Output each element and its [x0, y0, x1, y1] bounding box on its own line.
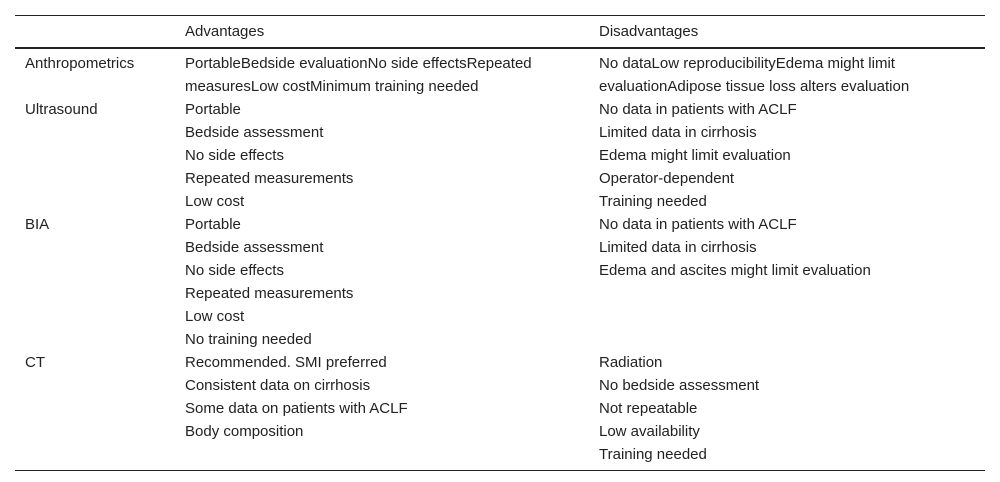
advantages-cell — [185, 213, 599, 351]
disadvantage-item: No bedside assessment — [599, 377, 760, 394]
advantage-item: Repeated measurements — [185, 285, 354, 302]
disadvantages-cell — [599, 52, 985, 98]
method-cell: BIA — [25, 216, 50, 233]
advantage-item: Recommended. SMI preferred — [185, 354, 387, 371]
disadvantages-cell — [599, 98, 985, 213]
table-header-row — [15, 16, 985, 47]
disadvantage-item: Limited data in cirrhosis — [599, 124, 757, 141]
advantage-item: Bedside assessment — [185, 124, 324, 141]
disadvantage-item: No data in patients with ACLF — [599, 101, 797, 118]
header-advantages: Advantages — [185, 23, 265, 40]
advantages-cell — [185, 52, 599, 98]
disadvantages-cell — [599, 351, 985, 466]
advantage-item: Repeated measurements — [185, 170, 354, 187]
table-row-ultrasound — [15, 98, 985, 213]
advantage-item: Body composition — [185, 423, 304, 440]
disadvantage-item: Training needed — [599, 193, 707, 210]
advantages-cell — [185, 98, 599, 213]
advantage-item: Bedside assessment — [185, 239, 324, 256]
disadvantage-item: Training needed — [599, 446, 707, 463]
disadvantage-item: Not repeatable — [599, 400, 698, 417]
disadvantage-item: Edema might limit evaluation — [599, 147, 791, 164]
disadvantage-item: No data in patients with ACLF — [599, 216, 797, 233]
table-row-bia — [15, 213, 985, 351]
advantage-text: PortableBedside evaluationNo side effectsRepeated — [185, 55, 532, 72]
disadvantage-text: No dataLow reproducibilityEdema might limit — [599, 55, 895, 72]
advantage-item: Portable — [185, 101, 241, 118]
comparison-table — [15, 15, 985, 471]
table-body — [15, 49, 985, 470]
method-cell: Anthropometrics — [25, 55, 135, 72]
advantage-item: No side effects — [185, 262, 284, 279]
advantage-item: Low cost — [185, 193, 245, 210]
advantage-item: Portable — [185, 216, 241, 233]
disadvantage-item: Radiation — [599, 354, 663, 371]
advantage-text: measuresLow costMinimum training needed — [185, 78, 479, 95]
disadvantage-text: evaluationAdipose tissue loss alters evaluation — [599, 78, 910, 95]
disadvantage-item: Operator-dependent — [599, 170, 735, 187]
header-disadvantages: Disadvantages — [599, 23, 699, 40]
disadvantages-cell — [599, 213, 985, 351]
disadvantage-item: Limited data in cirrhosis — [599, 239, 757, 256]
method-cell: Ultrasound — [25, 101, 98, 118]
table-row-anthropometrics — [15, 49, 985, 98]
advantage-item: No side effects — [185, 147, 284, 164]
advantages-cell — [185, 351, 599, 466]
table-bottom-rule — [15, 470, 985, 471]
disadvantage-item: Edema and ascites might limit evaluation — [599, 262, 871, 279]
method-cell: CT — [25, 354, 45, 371]
table-row-ct — [15, 351, 985, 466]
advantage-item: Some data on patients with ACLF — [185, 400, 408, 417]
advantage-item: Low cost — [185, 308, 245, 325]
advantage-item: Consistent data on cirrhosis — [185, 377, 371, 394]
disadvantage-item: Low availability — [599, 423, 700, 440]
advantage-item: No training needed — [185, 331, 312, 348]
